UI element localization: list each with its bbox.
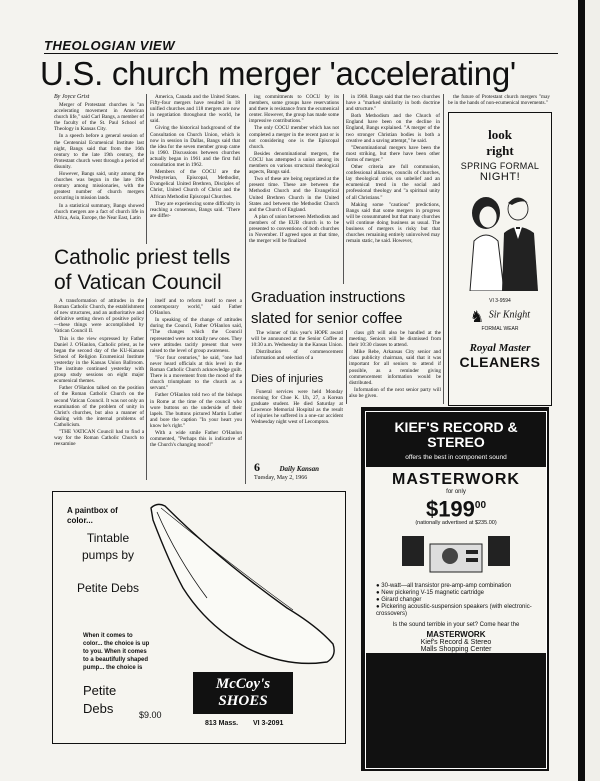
story2-col1 (54, 298, 144, 480)
paragraph: A plan of union between Methodists and members of the EUB church is to be presented to conventions of both churches in November. If agreed upon at that time, the merger will be finalized (249, 213, 339, 245)
story1-col2 (150, 94, 240, 244)
ad-kiefs-title: KIEF'S RECORD & STEREO (394, 419, 518, 450)
ad-right: right (486, 143, 514, 158)
paragraph: Both Methodism and the Church of England have been on the decline in England, Bangs explained. "A merger of the two stronger Christian bodies is both a creative and a saving attempt," he said. (346, 113, 440, 144)
paragraph: Father O'Hanlon told two of the bishops in Rome at the time of the council who wore buttons on the underside of their lapels. The buttons pictured Martin Luther and bore the caption "In your heart you know he's right." (150, 392, 242, 429)
paragraph: Besides denominational mergers, the COCU has attempted a union among its members on various structural theological aspects, Bangs said. (249, 150, 339, 176)
paragraph: Funeral services were held Monday morning for Choe K. Uh, 27, a Korean graduate student. He died Saturday at Lawrence Memorial Hospital as the result of injuries he suffered in a one-car accident Wednesday night west of Lecompton. (251, 389, 343, 426)
folio (254, 460, 319, 481)
col-rule (343, 94, 344, 284)
pump-shoe-illustration (137, 498, 343, 670)
paragraph: Distribution of commencement information and selection of a (251, 349, 343, 362)
section-rule (44, 53, 558, 54)
mccoys-ad (52, 491, 346, 744)
ad-kiefs-tagline: offers the best in component sound (405, 454, 507, 461)
feature-text: 30-watt—all transistor pre-amp-amp combination (381, 583, 512, 590)
paragraph: "For four centuries," he said, "one had never heard officials at this level in the Roman Catholic Church acknowledge guilt. There is a movement from the mood of the church triumphant to the church as a servant." (150, 354, 242, 392)
page-number: 6 (254, 460, 260, 474)
ad-royal-master: Royal Master (469, 342, 531, 354)
ad-masterwork: MASTERWORK (392, 471, 520, 488)
story1-col1 (54, 102, 144, 244)
paragraph: In a speech before a general session of the Centennial Ecumenical Institute last night, Bangs said that from the 16th century to the late 19th century, the Protestant church went through a period of disunity. (54, 133, 144, 170)
ad-paintbox: A paintbox of color... (67, 506, 118, 525)
paragraph: The only COCU member which has not completed a merger in the recent past or is not considering one is the Episcopal church. (249, 125, 339, 150)
paragraph: With a wide smile Father O'Hanlon commented, "Perhaps this is indicative of the Church's changing mood!" (150, 429, 242, 449)
paragraph: However, Bangs said, unity among the churches was begun in the late 19th century among missionaries, with the greatest number of church mergers occurring in mission lands. (54, 171, 144, 202)
ad-price: $9.00 (139, 710, 162, 720)
feature-text: New pickering V-15 magnetic cartridge (381, 590, 485, 597)
couple-illustration (452, 187, 548, 291)
ad-address: 813 Mass. (205, 720, 239, 727)
ad-masterwork-2: MASTERWORK (426, 630, 486, 640)
paragraph: Making some "cautious" predictions, Bangs said that some mergers in progress will be consummated but that many churches will continue doing business as usual. The business of mergers is risky but that churches remaining entirely uninvolved may remain static, he said. However, (346, 201, 440, 245)
story2-col2 (150, 298, 242, 480)
paragraph: They are experiencing some difficulty in reaching a consensus, Bangs said. "There are differ- (150, 200, 240, 219)
paragraph: The winner of this year's HOPE award will be announced at the Senior Coffee at 10:30 a.m. Wednesday in the Kansas Union. (251, 330, 343, 349)
feature-item: ● New pickering V-15 magnetic cartridge (376, 590, 485, 597)
story1-col5 (448, 94, 550, 110)
paragraph: Mike Rebe, Arkansas City senior and class publicity chairman, said that it was important for all seniors to attend if possible, as a reminder giving commencement information would be distributed. (349, 349, 441, 386)
paragraph: A transformation of attitudes in the Roman Catholic Church, the establishment of new structures, and an authoritative and definitive setting down of positive policy—these things were accomplished by Vatican Council II. (54, 298, 144, 335)
ad-night: NIGHT! (479, 171, 521, 183)
ad-color-choice: When it comes to color... the choice is up to you. When it comes to a beautifully shaped pump... the choice is (83, 633, 150, 671)
paper-name: Daily Kansan (279, 465, 319, 473)
ad-kiefs-footer2: Malls Shopping Center (420, 646, 492, 654)
paragraph: itself and to reform itself to meet a contemporary world," said Father O'Hanlon. (150, 298, 242, 317)
story3-headline: Graduation instructions slated for senior coffee (251, 289, 406, 327)
col-rule (146, 298, 147, 480)
story4-col1 (251, 389, 343, 451)
paragraph: in 1968. Bangs said that the two churches have a "marked similarity in both doctrine and structure." (346, 94, 440, 113)
byline: By Joyce Grist (54, 94, 90, 100)
price-dollars: $199 (425, 496, 475, 522)
col-rule (146, 94, 147, 244)
ad-look: look (488, 127, 512, 142)
paragraph: Giving the historical background of the Consultation on Church Union, which is now in session in Dallas, Bangs said that the idea for the seven member group came in 1960. Discussions between churches actually began in 1961 and the first full consultation met in 1962. (150, 125, 240, 169)
story2-headline: Catholic priest tells of Vatican Council (54, 246, 231, 294)
ad-tintable: Tintable pumps by (81, 531, 135, 562)
ad-cleaners: CLEANERS (459, 354, 541, 370)
cleaners-ad (448, 112, 552, 406)
feature-text: Girard changer (381, 597, 422, 604)
price (366, 495, 546, 520)
paragraph: "THE VATICAN Council had to find a way for the Roman Catholic Church to reexamine (54, 428, 144, 448)
price-cents: 00 (474, 500, 487, 511)
ad-phone: VI 3-2091 (253, 720, 284, 727)
paragraph: Two of these are being negotiated at the present time. These are between the Methodist Church and the Evangelical United Brethren Church in the United States and between the Methodist Church and the Church of England. (249, 176, 339, 213)
paragraph: In a statistical summary, Bangs showed church mergers are a fact of church life in Africa, Asia, Europe, the Near East, Latin (54, 202, 144, 221)
paragraph: ing commitments to COCU by its members, some groups have reservations and there is resistance from the ecumenical center. However, the group has made some impressive contributions." (249, 94, 339, 125)
ad-phone: VI 3-9594 (489, 298, 511, 304)
ad-sir-knight: Sir Knight (488, 309, 531, 321)
story4-headline: Dies of injuries (251, 373, 324, 385)
paragraph: Other criteria are full communion, confessional alliances, councils of churches, lay theological crisis on unbelief and an ecumenical trend in the social and professional theology and "a spiritual unity of all Christians." (346, 164, 440, 201)
paragraph: Information of the next senior party will also be given. (349, 386, 441, 399)
col-rule (346, 330, 347, 404)
ad-petite-debs: Petite Debs (76, 581, 140, 595)
mccoys-logo: McCoy's SHOES (193, 672, 293, 714)
paragraph: Father O'Hanlon talked on the position of the Roman Catholic Church on the second Vatican Council. It was not only an examination of the problem of unity in Christ's churches, but also a manner of dealing with the internal problems of Catholicism. (54, 385, 144, 428)
feature-item: ● 30-watt—all transistor pre-amp-amp combination (376, 583, 512, 590)
paragraph: Members of the COCU are the Presbyterian, Episcopal, Methodist, Evangelical United Brethren, Disciples of Christ, United Church of Christ and the African Methodist Episcopal Churches. (150, 169, 240, 200)
main-headline: U.S. church merger 'accelerating' (40, 55, 516, 92)
issue-date: Tuesday, May 2, 1966 (254, 475, 308, 481)
kiefs-ad (361, 407, 549, 771)
feature-list (366, 583, 546, 618)
paragraph: America, Canada and the United States. Fifty-four mergers have resulted in 18 unified churches and 118 mergers are now in negotiation throughout the world, he said. (150, 94, 240, 125)
ad-kiefs-footer1: Kief's Record & Stereo (420, 639, 492, 647)
paragraph: "Denominational mergers have been the most striking, but there have been other forms of merger." (346, 144, 440, 163)
feature-item: ● Girard changer (376, 597, 422, 604)
story1-col3 (249, 94, 339, 284)
col-rule (443, 94, 444, 404)
story3-col2 (349, 330, 441, 402)
story3-col1 (251, 330, 343, 370)
stereo-icon (396, 532, 516, 578)
feature-item: ● Pickering acoustic-suspension speakers (with electronic-crossovers) (376, 604, 532, 618)
ad-question: Is the sound terrible in your set? Come hear the (392, 622, 520, 629)
ad-was-price: (nationally advertised at $235.00) (415, 520, 497, 527)
masterwork-banner (366, 467, 546, 653)
feature-text: Pickering acoustic-suspension speakers (with electronic-crossovers) (376, 604, 532, 618)
ad-petite-debs-2: Petite Debs (83, 683, 117, 716)
paragraph: class gift will also be handled at the meeting. Seniors will be dismissed from their 10:30 classes to attend. (349, 330, 441, 349)
paragraph: This is the view expressed by Father Daniel J. O'Hanlon, Catholic priest, as he began the second day of the KU-Kansas School of Religion Ecumenical Institute yesterday in the Kansas Union Ballroom. The institute continued yesterday with group study sessions on eight major ecumenical themes. (54, 335, 144, 385)
section-label: THEOLOGIAN VIEW (44, 38, 175, 53)
kiefs-ad-frame (365, 411, 547, 769)
paragraph: In speaking of the change of attitudes during the Council, Father O'Hanlon said, "The changes which the Council represented were not totally new ones. They were attitudes tacitly present that were raised to the level of group awareness. (150, 317, 242, 354)
paragraph: Merger of Protestant churches is "an accelerating movement in American church life," said Carl Bangs, a member of the faculty of the St. Paul School of Theology in Kansas City. (54, 102, 144, 133)
next-page-edge (585, 0, 600, 781)
story1-col4 (346, 94, 440, 284)
knight-icon: ♞ (469, 309, 485, 326)
paragraph: the future of Protestant church mergers "may be in the hands of non-ecumenical movements." (448, 94, 550, 107)
ad-formal-wear: FORMAL WEAR (481, 326, 519, 332)
ad-spring-formal: SPRING FORMAL (460, 161, 540, 171)
ad-for-only: for only (446, 489, 466, 495)
